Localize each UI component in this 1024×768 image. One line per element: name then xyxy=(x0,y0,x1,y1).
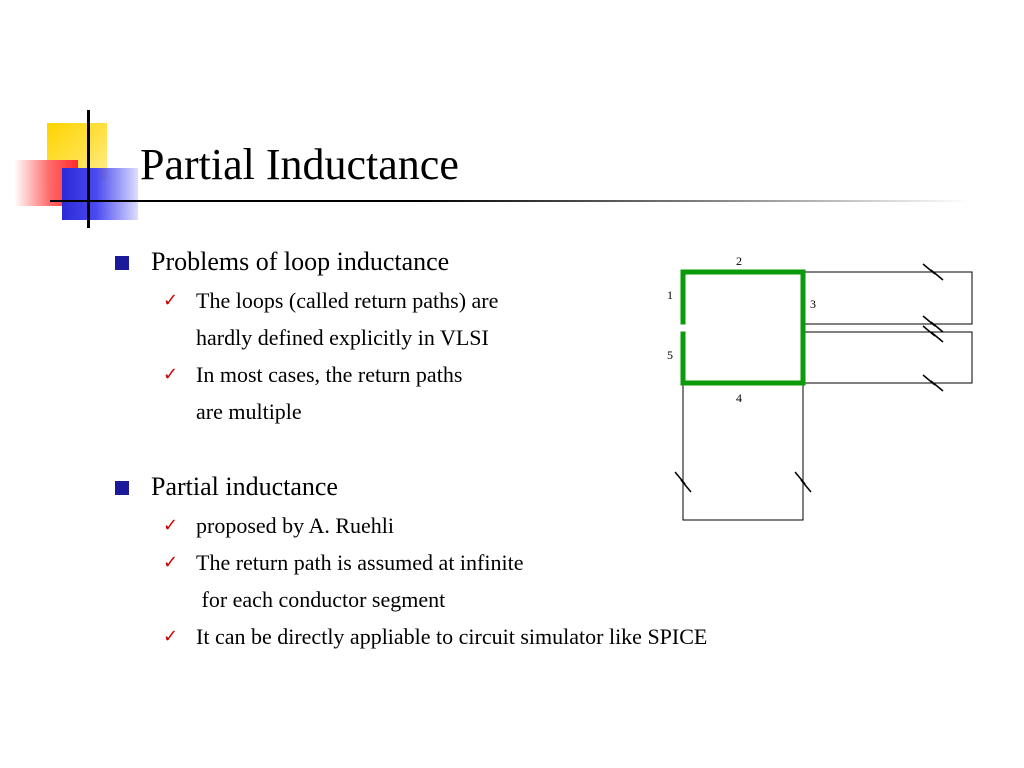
decor-vertical-line xyxy=(87,110,90,228)
check-mark-icon: ✓ xyxy=(163,515,179,536)
highlighted-segments xyxy=(683,272,803,383)
segment-label-5: 5 xyxy=(667,348,673,362)
wire-down-loop xyxy=(683,383,803,520)
partial-inductance-diagram xyxy=(655,248,985,528)
check-mark-icon: ✓ xyxy=(163,552,179,573)
bullet-text: Partial inductance xyxy=(151,472,338,501)
decor-blue-square xyxy=(62,168,138,220)
segment-label-4: 4 xyxy=(736,391,742,405)
segment-label-2: 2 xyxy=(736,254,742,268)
check-mark-icon: ✓ xyxy=(163,290,179,311)
check-mark-icon: ✓ xyxy=(163,626,179,647)
page-title: Partial Inductance xyxy=(140,140,459,189)
sub-bullet-text-continued: for each conductor segment xyxy=(196,587,446,612)
bullet-text: Problems of loop inductance xyxy=(151,247,450,276)
title-underline xyxy=(50,200,970,202)
sub-bullet-text: It can be directly appliable to circuit simulator like SPICE xyxy=(196,624,708,649)
break-mark xyxy=(931,332,943,342)
sub-bullet-text: In most cases, the return paths xyxy=(196,362,463,387)
square-bullet-icon xyxy=(115,481,129,495)
wire-top-loop xyxy=(803,272,972,324)
sub-bullet-text: proposed by A. Ruehli xyxy=(196,513,394,538)
wire-bottom-loop xyxy=(803,332,972,383)
diagram-wires xyxy=(683,272,972,520)
sub-bullet-text-continued: are multiple xyxy=(196,399,302,424)
segment-label-1: 1 xyxy=(667,288,673,302)
square-bullet-icon xyxy=(115,256,129,270)
break-marks xyxy=(675,264,943,492)
segment-label-3: 3 xyxy=(810,297,816,311)
sub-bullet-text: The loops (called return paths) are xyxy=(196,288,499,313)
sub-bullet-text-continued: hardly defined explicitly in VLSI xyxy=(196,325,489,350)
check-mark-icon: ✓ xyxy=(163,364,179,385)
sub-bullet-text: The return path is assumed at infinite xyxy=(196,550,524,575)
